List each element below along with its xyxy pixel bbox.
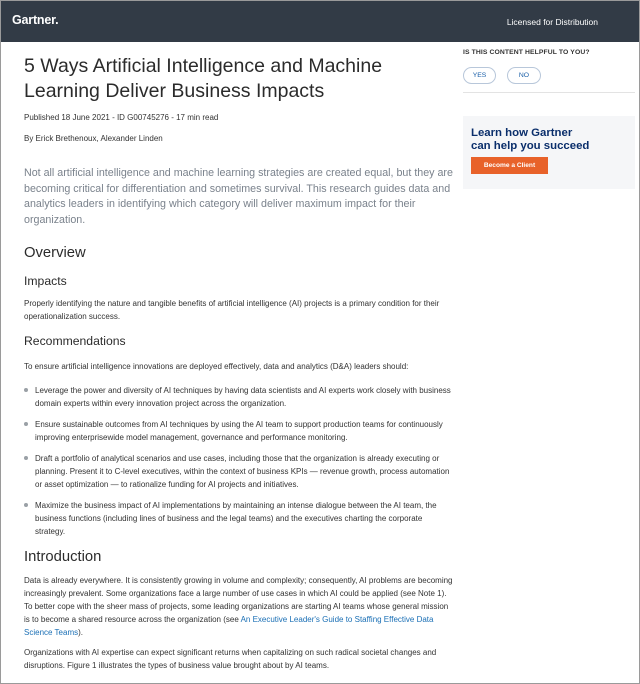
- recommendation-text: Draft a portfolio of analytical scenarios and use cases, including those that the organization is already executing or planning. Present it to C-level executives, within the context of business KPIs — revenue growth, process automation or asset optimization — to rationalize funding for AI projects and initiatives.: [35, 454, 450, 489]
- impacts-heading: Impacts: [24, 274, 67, 288]
- recommendations-list: [24, 384, 454, 546]
- become-client-button[interactable]: Become a Client: [471, 157, 548, 174]
- recommendation-item: [24, 384, 454, 410]
- bullet-icon: [24, 456, 28, 460]
- promo-line-2: can help you succeed: [471, 139, 590, 152]
- introduction-paragraph-2: Organizations with AI expertise can expect significant returns when capitalizing on such radical societal changes and disruptions. Figure 1 illustrates the types of business value brought about by AI teams.: [24, 648, 437, 670]
- license-label: Licensed for Distribution: [506, 17, 598, 27]
- bullet-icon: [24, 503, 28, 507]
- recommendations-heading: Recommendations: [24, 334, 126, 348]
- staffing-guide-link[interactable]: An Executive Leader's Guide to Staffing Effective Data Science Teams: [24, 615, 434, 637]
- introduction-heading: Introduction: [24, 549, 102, 565]
- article-summary: Not all artificial intelligence and machine learning strategies are created equal, but they are becoming critical for differentiation and sometimes survival. This research guides data and analytics leaders in identifying which category will deliver maximum impact for their organization.: [24, 167, 453, 226]
- recommendation-text: Leverage the power and diversity of AI techniques by having data scientists and AI experts work closely with business domain experts within every innovation project across the organization.: [35, 386, 451, 408]
- promo-line-1: Learn how Gartner: [471, 127, 573, 139]
- bullet-icon: [24, 422, 28, 426]
- article-title: 5 Ways Artificial Intelligence and Machine Learning Deliver Business Impacts: [24, 55, 383, 102]
- bullet-icon: [24, 388, 28, 392]
- introduction-paragraph-1: [24, 574, 454, 639]
- recommendation-text: Ensure sustainable outcomes from AI techniques by using the AI team to support production teams for continuously improving enterprisewide model management, governance and performance monitoring.: [35, 420, 443, 442]
- yes-button[interactable]: YES: [463, 67, 496, 84]
- intro-text-start: Data is already everywhere. It is consistently growing in volume and complexity; consequently, AI problems are becoming increasingly prevalent. Some organizations face a large number of use cases in which AI could be applied (see Note 1). To better cope with the sheer mass of projects, some leading organizations are starting AI teams whose general mission is to become a shared resource across the organization (see: [24, 576, 453, 624]
- publish-info: Published 18 June 2021 - ID G00745276 - 17 min read: [24, 113, 219, 122]
- recommendation-item: [24, 452, 454, 491]
- overview-heading: Overview: [24, 245, 86, 261]
- top-bar: [1, 1, 639, 42]
- impacts-paragraph: Properly identifying the nature and tangible benefits of artificial intelligence (AI) projects is a primary condition for their operationalization success.: [24, 299, 440, 321]
- promo-heading: [471, 127, 631, 152]
- authors: By Erick Brethenoux, Alexander Linden: [24, 134, 163, 143]
- divider: [463, 92, 635, 93]
- recommendation-text: Maximize the business impact of AI implementations by maintaining an intense dialogue between the AI team, the business functions (including lines of business and the legal teams) and the executives charting the corporate strategy.: [35, 501, 437, 536]
- recommendation-item: [24, 499, 454, 538]
- feedback-question: IS THIS CONTENT HELPFUL TO YOU?: [463, 49, 590, 56]
- recommendation-item: [24, 418, 454, 444]
- recommendations-intro: To ensure artificial intelligence innovations are deployed effectively, data and analytics (D&A) leaders should:: [24, 362, 409, 371]
- intro-text-end: ).: [78, 628, 83, 637]
- no-button[interactable]: NO: [507, 67, 541, 84]
- gartner-logo[interactable]: Gartner.: [12, 13, 59, 27]
- promo-box: [463, 116, 635, 189]
